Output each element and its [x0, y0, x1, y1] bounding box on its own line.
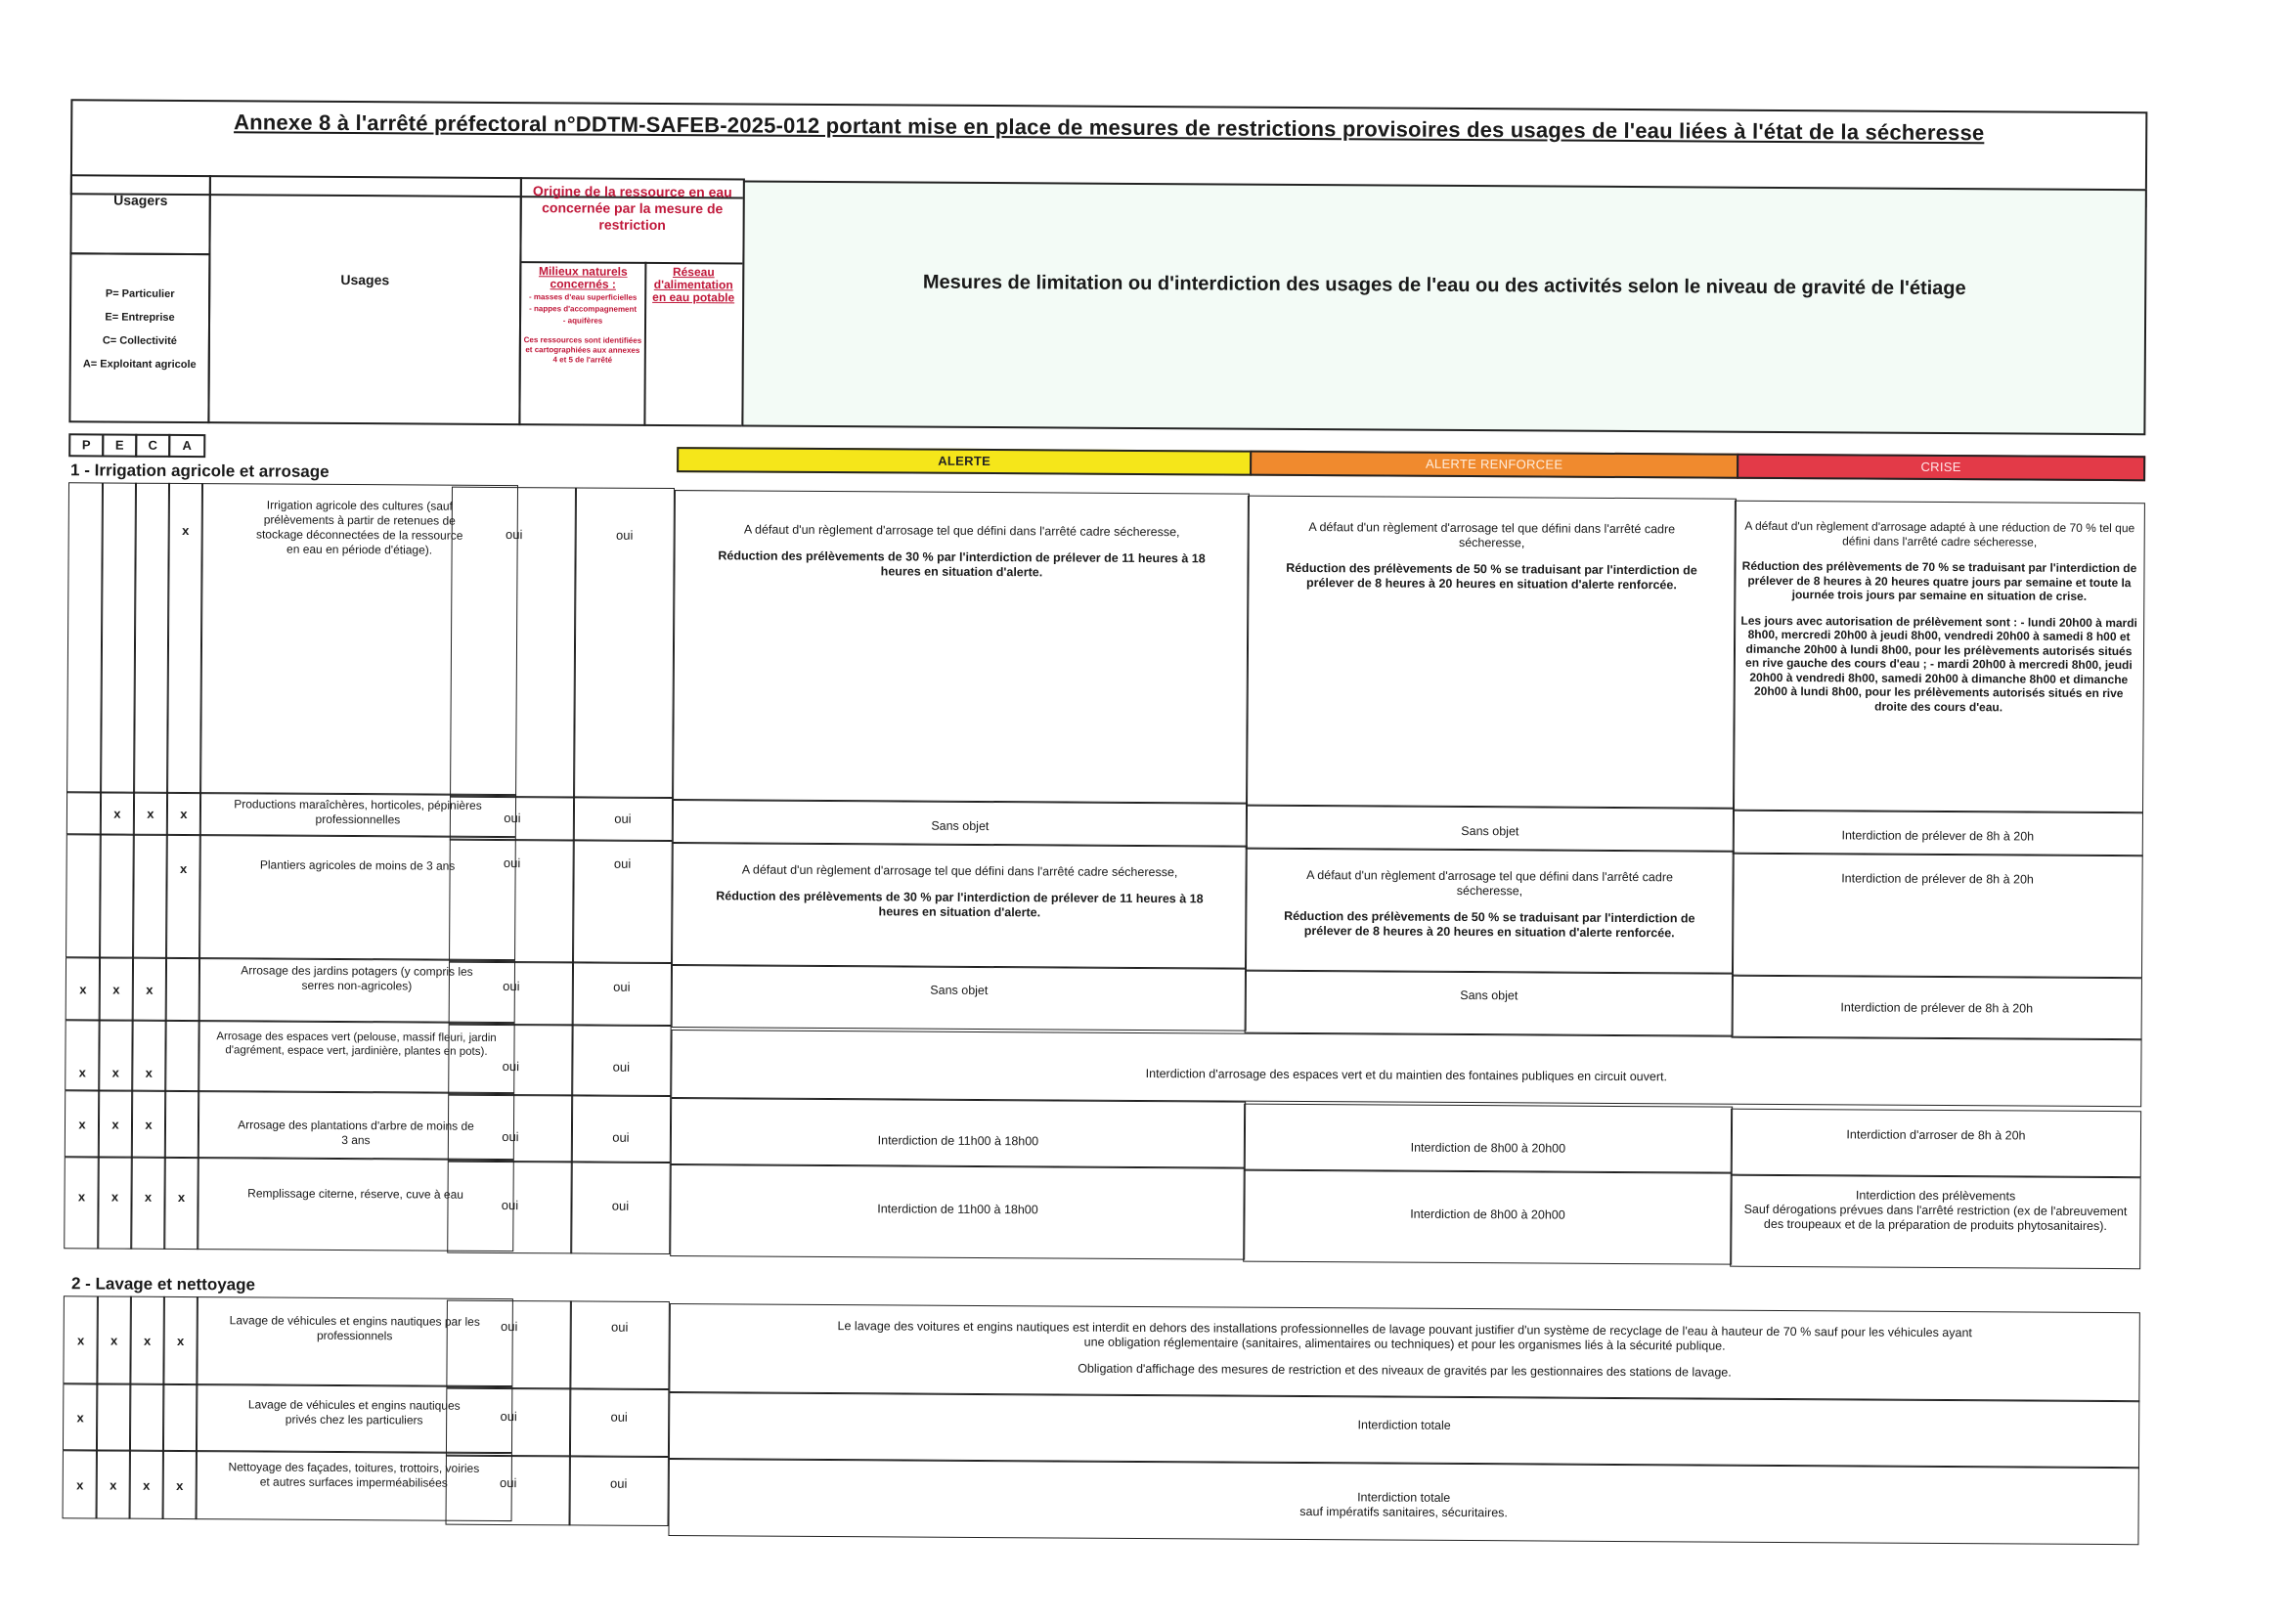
mark-e	[96, 1383, 131, 1450]
mark-c: x	[131, 1021, 166, 1091]
level-alerte: ALERTE	[677, 447, 1252, 476]
milieux-cell: oui	[447, 1162, 573, 1254]
mark-p: x	[64, 1157, 100, 1249]
mark-e: x	[96, 1450, 131, 1518]
legend-particulier: P= Particulier	[105, 287, 175, 300]
mark-a: x	[163, 1158, 199, 1250]
crise-cell: Interdiction de prélever de 8h à 20h	[1732, 853, 2143, 979]
mark-c	[132, 835, 168, 958]
milieux-cell: oui	[450, 487, 577, 799]
reseau-cell: oui	[570, 1162, 671, 1254]
alerte-cell: Interdiction de 11h00 à 18h00	[671, 1098, 1246, 1168]
peca-a: A	[168, 434, 205, 458]
usage-cell: Arrosage des plantations d'arbre de moins de 3 ans	[198, 1091, 514, 1160]
mark-c	[133, 483, 170, 794]
mark-c: x	[133, 792, 168, 835]
usage-cell: Lavage de véhicules et engins nautiques privés chez les particuliers	[196, 1384, 512, 1453]
reseau-cell: oui	[571, 1095, 671, 1163]
milieux-cell: oui	[446, 1455, 571, 1526]
mark-a: x	[162, 1296, 198, 1384]
mark-p: x	[63, 1295, 99, 1383]
level-crise: CRISE	[1737, 454, 2145, 482]
mark-p: x	[66, 957, 101, 1020]
usage-cell: Arrosage des espaces vert (pelouse, massif fleuri, jardin d'agrément, espace vert, jardinière, plantes en pots).	[198, 1021, 514, 1093]
mark-p: x	[63, 1383, 98, 1450]
crise-cell: Interdiction des prélèvements Sauf dérogations prévues dans l'arrêté restriction (ex de l'abreuvement des troupeaux et de la préparation de produits phytosanitaires).	[1730, 1175, 2141, 1270]
mark-p	[66, 791, 102, 834]
usage-cell: Arrosage des jardins potagers (y compris les serres non-agricoles)	[198, 958, 515, 1023]
renforcee-cell: Interdiction de 8h00 à 20h00	[1243, 1170, 1733, 1265]
renforcee-cell: Sans objet	[1245, 971, 1734, 1036]
merged-measure-cell: Interdiction totale sauf impératifs sanitaires, sécuritaires.	[668, 1458, 2138, 1545]
mark-p: x	[63, 1450, 98, 1518]
mark-e: x	[97, 1157, 133, 1249]
mark-p: x	[65, 1020, 100, 1090]
usagers-legend	[68, 252, 210, 423]
usages-header: Usages	[207, 175, 522, 425]
mark-e: x	[98, 1020, 133, 1090]
peca-p: P	[68, 433, 104, 457]
merged-measure-cell: Interdiction totale	[669, 1391, 2139, 1469]
usage-cell: Nettoyage des façades, toitures, trottoirs, voiries et autres surfaces imperméabilisées	[196, 1451, 512, 1521]
milieux-cell: oui	[448, 1095, 573, 1163]
alerte-cell: A défaut d'un règlement d'arrosage tel que défini dans l'arrêté cadre sécheresse, Réduction des prélèvements de 30 % par l'interdiction de prélever de 11 heures à 18 heures en situation d'alerte.	[672, 842, 1248, 969]
mark-a	[164, 1021, 199, 1091]
origin-title: Origine de la ressource en eau concernée par la mesure de restriction	[532, 183, 732, 234]
mark-a: x	[165, 835, 201, 958]
milieux-cell: oui	[446, 1388, 571, 1458]
mark-p	[66, 834, 102, 957]
milieux-header	[520, 261, 646, 426]
milieux-cell: oui	[448, 1025, 573, 1096]
merged-measure-cell: Le lavage des voitures et engins nautiques est interdit en dehors des installations professionnelles de lavage pouvant justifier d'un système de recyclage de l'eau à hauteur de 70 % sauf pour les véhicules ayant une obligation réglementaire (sanitaires, alimentaires ou techniques) et pour les organismes liés à la sécurité publique. Obligation d'affichage des mesures de restriction et des niveaux de gravités par les gestionnaires des stations de lavage.	[669, 1303, 2140, 1402]
renforcee-cell: Sans objet	[1246, 805, 1735, 853]
mark-a	[165, 958, 200, 1021]
mark-a	[164, 1091, 199, 1158]
reseau-header: Réseau d'alimentation en eau potable	[643, 262, 742, 427]
mark-e: x	[98, 1090, 133, 1157]
reseau-cell: oui	[569, 1300, 670, 1389]
mark-c: x	[131, 1091, 166, 1158]
milieux-cell: oui	[449, 839, 575, 963]
alerte-cell: A défaut d'un règlement d'arrosage tel que défini dans l'arrêté cadre sécheresse, Réduction des prélèvements de 30 % par l'interdiction de prélever de 11 heures à 18 heures en situation d'alerte.	[673, 490, 1250, 805]
peca-e: E	[102, 433, 137, 457]
legend-exploitant: A= Exploitant agricole	[82, 358, 197, 372]
usage-cell: Irrigation agricole des cultures (sauf prélèvements à partir de retenues de stockage déconnectées de la ressource en eau en période d'étiage).	[199, 483, 518, 796]
mesures-header: Mesures de limitation ou d'interdiction des usages de l'eau ou des activités selon le niveau de gravité de l'étiage	[741, 180, 2147, 435]
level-alerte-renforcee: ALERTE RENFORCEE	[1250, 451, 1738, 479]
reseau-cell: oui	[573, 487, 675, 799]
mark-c: x	[132, 958, 167, 1021]
peca-c: C	[135, 434, 170, 458]
legend-entreprise: E= Entreprise	[105, 311, 175, 324]
usage-cell: Productions maraîchères, horticoles, pépinières professionnelles	[199, 792, 516, 837]
mark-c: x	[130, 1158, 166, 1250]
reseau-cell: oui	[572, 962, 672, 1026]
crise-cell: Interdiction de prélever de 8h à 20h	[1732, 976, 2142, 1041]
mark-e: x	[99, 957, 134, 1020]
mark-a: x	[166, 483, 203, 794]
milieux-cell: oui	[449, 962, 574, 1026]
milieux-cell: oui	[450, 796, 575, 842]
milieux-title: Milieux naturels concernés :	[538, 264, 628, 291]
alerte-cell: Sans objet	[672, 965, 1247, 1031]
reseau-cell: oui	[573, 796, 673, 842]
mark-e: x	[100, 791, 135, 834]
table-header	[68, 174, 2147, 435]
mark-e: x	[96, 1295, 132, 1383]
merged-measure-cell: Interdiction d'arrosage des espaces vert et du maintien des fontaines publiques en circuit ouvert.	[671, 1030, 2141, 1107]
milieux-item-1: - masses d'eau superficielles	[528, 292, 638, 302]
section-lavage: 2 - Lavage et nettoyage	[70, 1274, 256, 1295]
renforcee-cell: A défaut d'un règlement d'arrosage tel que défini dans l'arrêté cadre sécheresse, Réduction des prélèvements de 50 % se traduisant par l'interdiction de prélever de 8 heures à 20 heures en situation d'alerte renforcée.	[1246, 496, 1737, 810]
usage-cell: Plantiers agricoles de moins de 3 ans	[198, 835, 516, 960]
mark-c	[129, 1384, 164, 1451]
mark-a: x	[162, 1451, 198, 1519]
crise-cell: Interdiction d'arroser de 8h à 20h	[1731, 1109, 2141, 1178]
milieux-item-2: - nappes d'accompagnement	[529, 304, 638, 314]
milieux-item-3: - aquifères	[562, 316, 603, 326]
crise-cell: Interdiction de prélever de 8h à 20h	[1733, 810, 2143, 857]
usage-cell: Lavage de véhicules et engins nautiques par les professionnels	[196, 1296, 513, 1386]
usage-cell: Remplissage citerne, réserve, cuve à eau	[197, 1158, 514, 1251]
mark-p: x	[65, 1090, 100, 1157]
section-irrigation: 1 - Irrigation agricole et arrosage	[70, 461, 330, 481]
mark-p	[66, 482, 104, 793]
origin-header	[518, 177, 745, 426]
legend-collectivite: C= Collectivité	[102, 334, 177, 347]
crise-cell: A défaut d'un règlement d'arrosage adapté à une réduction de 70 % tel que défini dans l'arrêté cadre sécheresse, Réduction des prélèvements de 70 % se traduisant par l'interdiction de prélever de 8 heures à 20 heures quatre jours par semaine et toute la journée trois jours par semaine en situation de crise. Les jours avec autorisation de prélèvement sont : - lundi 20h00 à mardi 8h00, mercredi 20h00 à jeudi 8h00, vendredi 20h00 à samedi 8 h00 et dimanche 20h00 à lundi 8h00, pour les prélèvements autorisés situés en rive gauche des cours d'eau ; - mardi 20h00 à mercredi 8h00, jeudi 20h00 à vendredi 8h00, samedi 20h00 à dimanche 8h00 et dimanche 20h00 à lundi 8h00, pour les prélèvements autorisés situés en rive droite des cours d'eau.	[1733, 501, 2145, 814]
mark-a: x	[166, 792, 201, 835]
milieux-note: Ces ressources sont identifiées et cartographiées aux annexes 4 et 5 de l'arrêté	[523, 335, 642, 365]
mark-e	[100, 482, 137, 793]
reseau-cell: oui	[572, 839, 673, 963]
mark-a	[162, 1384, 198, 1451]
mark-e	[99, 834, 135, 957]
usagers-header: Usagers	[69, 174, 210, 255]
renforcee-cell: Interdiction de 8h00 à 20h00	[1244, 1104, 1733, 1173]
mark-c: x	[129, 1296, 165, 1384]
reseau-cell: oui	[569, 1455, 669, 1526]
renforcee-cell: A défaut d'un règlement d'arrosage tel que défini dans l'arrêté cadre sécheresse, Réduction des prélèvements de 50 % se traduisant par l'interdiction de prélever de 8 heures à 20 heures en situation d'alerte renforcée.	[1245, 848, 1735, 974]
reseau-cell: oui	[571, 1025, 671, 1096]
document-title: Annexe 8 à l'arrêté préfectoral n°DDTM-SAFEB-2025-012 portant mise en place de mesures de restrictions provisoires des usages de l'eau liées à l'état de la sécheresse	[234, 110, 1985, 146]
reseau-cell: oui	[569, 1388, 669, 1458]
mark-c: x	[129, 1451, 164, 1519]
alerte-cell: Sans objet	[673, 799, 1248, 848]
milieux-cell: oui	[446, 1300, 572, 1389]
alerte-cell: Interdiction de 11h00 à 18h00	[670, 1164, 1246, 1260]
